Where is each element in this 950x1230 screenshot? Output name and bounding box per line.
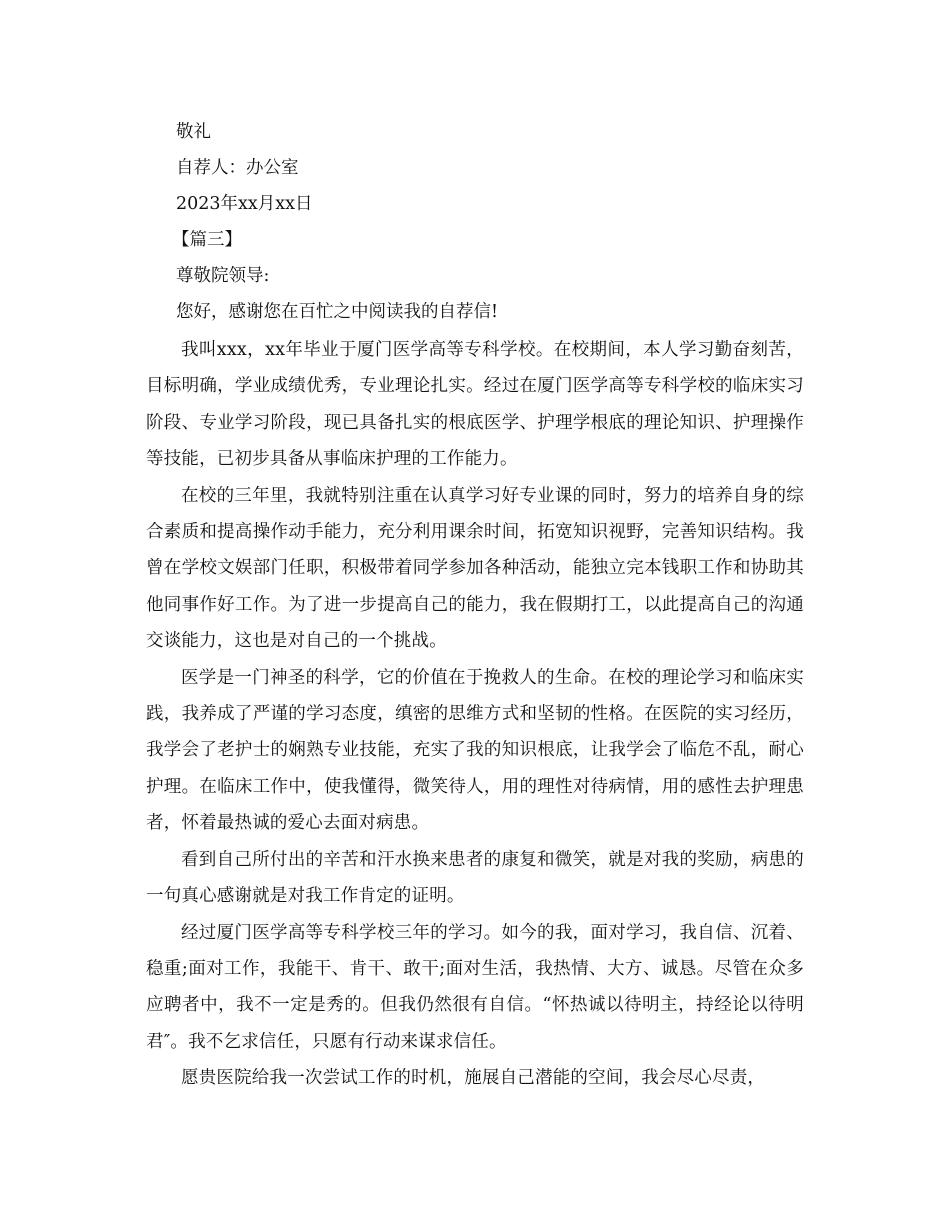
closing-line: 敬礼 — [176, 122, 211, 142]
greeting-line: 您好，感谢您在百忙之中阅读我的自荐信! — [176, 302, 499, 322]
paragraph-2: 在校的三年里，我就特别注重在认真学习好专业课的同时，努力的培养自身的综合素质和提高操作动手能力，充分利用课余时间，拓宽知识视野，完善知识结构。我曾在学校文娱部门任职，积极带着同学参加各种活动，能独立完本钱职工作和协助其他同事作好工作。为了进一步提高自己的能力，我在假期打工，以此提高自己的沟通交谈能力，这也是对自己的一个挑战。 — [146, 485, 804, 652]
paragraph-5: 经过厦门医学高等专科学校三年的学习。如今的我，面对学习，我自信、沉着、稳重;面对工作，我能干、肯干、敢干;面对生活，我热情、大方、诚恳。尽管在众多应聘者中，我不一定是秀的。但我仍然很有自信。“怀热诚以待明主，持经论以待明君″。我不乞求信任，只愿有行动来谋求信任。 — [146, 922, 804, 1052]
signature-line: 自荐人：办公室 — [176, 158, 299, 178]
paragraph-4: 看到自己所付出的辛苦和汗水换来患者的康复和微笑，就是对我的奖励，病患的一句真心感谢就是对我工作肯定的证明。 — [146, 849, 804, 907]
paragraph-1: 我叫xxx，xx年毕业于厦门医学高等专科学校。在校期间，本人学习勤奋刻苦，目标明确，学业成绩优秀，专业理论扎实。经过在厦门医学高等专科学校的临床实习阶段、专业学习阶段，现已具备扎实的根底医学、护理学根底的理论知识、护理操作等技能，已初步具备从事临床护理的工作能力。 — [146, 340, 804, 470]
letter-body — [146, 332, 804, 1097]
paragraph-6: 愿贵医院给我一次尝试工作的时机，施展自己潜能的空间，我会尽心尽责， — [181, 1068, 766, 1089]
paragraph-3: 医学是一门神圣的科学，它的价值在于挽救人的生命。在校的理论学习和临床实践，我养成了严谨的学习态度，缜密的思维方式和坚韧的性格。在医院的实习经历，我学会了老护士的娴熟专业技能，充实了我的知识根底，让我学会了临危不乱，耐心护理。在临床工作中，使我懂得，微笑待人，用的理性对待病情，用的感性去护理患者，怀着最热诚的爱心去面对病患。 — [146, 667, 804, 834]
date-line: 2023年xx月xx日 — [176, 194, 313, 214]
section-marker: 【篇三】 — [172, 230, 242, 250]
salutation-line: 尊敬院领导: — [176, 266, 270, 286]
